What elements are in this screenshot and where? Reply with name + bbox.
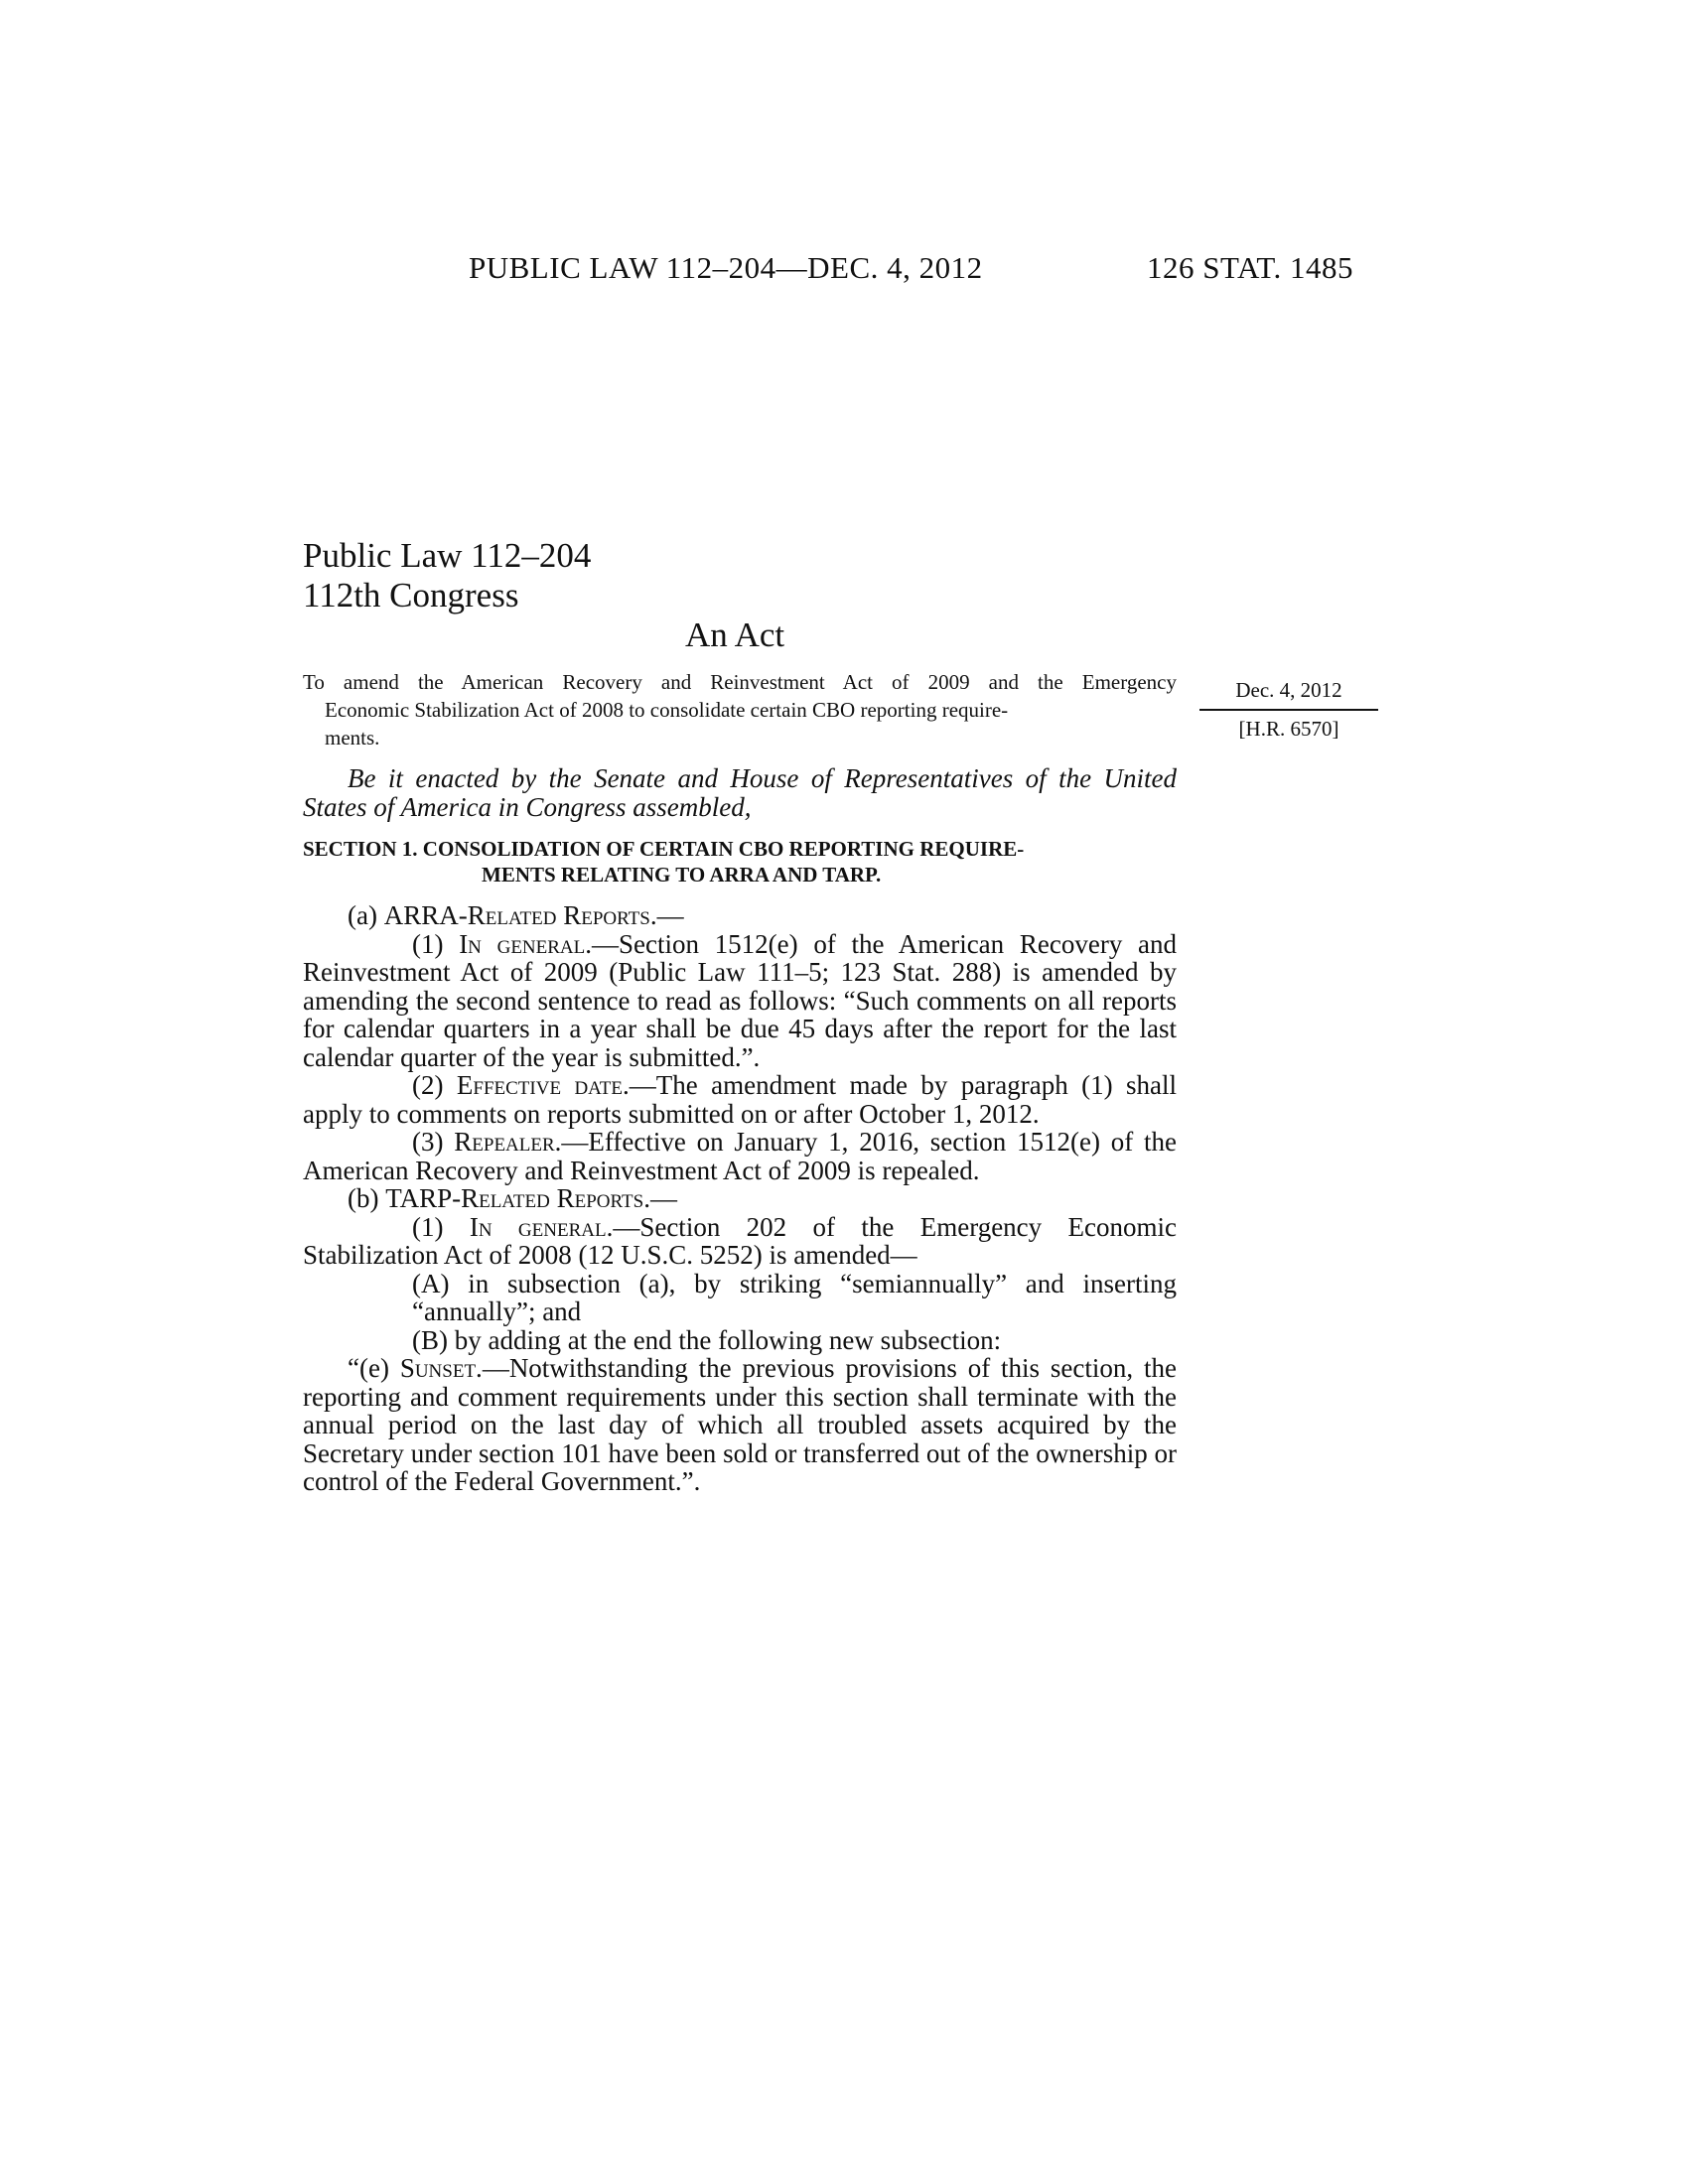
paragraph-a2-label: (2): [412, 1070, 457, 1100]
running-head-citation: PUBLIC LAW 112–204—DEC. 4, 2012: [469, 250, 983, 285]
paragraph-a2-text: —The amendment made by paragraph (1) shall apply to comments on reports submitted on or after October 1, 2012.: [303, 1070, 1178, 1129]
section-1-heading: [303, 836, 1177, 887]
subparagraph-b1A: [303, 1270, 1177, 1326]
paragraph-a3-text: —Effective on January 1, 2016, section 1512(e) of the American Recovery and Reinvestment Act of 2009 is repealed.: [303, 1127, 1177, 1185]
margin-note: [1204, 678, 1373, 742]
paragraph-b1: [303, 1213, 1177, 1270]
paragraph-a3: [303, 1128, 1177, 1184]
purpose-clause: [303, 668, 1177, 751]
subparagraph-b1A-text: (A) in subsection (a), by striking “semiannually” and inserting “annually”; and: [412, 1268, 1177, 1326]
subparagraph-b1B: [303, 1326, 1177, 1355]
paragraph-a1-heading: In general.: [459, 928, 592, 959]
new-subsection-e: [303, 1354, 1177, 1496]
subsection-a-heading: ARRA-Related Reports.—: [383, 900, 684, 930]
subsection-e-label: “(e): [348, 1353, 400, 1383]
subsection-b: [303, 1184, 1177, 1213]
enacting-clause: Be it enacted by the Senate and House of Representatives of the United States of America in Congress assembled,: [303, 763, 1177, 822]
subparagraph-b1B-text: (B) by adding at the end the following new subsection:: [412, 1324, 1002, 1355]
law-title-block: [303, 536, 591, 615]
bill-number: [H.R. 6570]: [1238, 717, 1339, 741]
paragraph-a3-label: (3): [412, 1127, 455, 1157]
subsection-e-heading: Sunset.: [399, 1353, 483, 1383]
running-head-stat-page: 126 STAT. 1485: [1147, 250, 1354, 285]
congress-number: 112th Congress: [303, 576, 519, 614]
section-heading-line-1: SECTION 1. CONSOLIDATION OF CERTAIN CBO REPORTING REQUIRE-: [303, 837, 1025, 861]
purpose-line-2: Economic Stabilization Act of 2008 to consolidate certain CBO reporting require-: [325, 698, 1009, 722]
subsection-a-label: (a): [348, 900, 384, 930]
paragraph-b1-heading: In general.: [469, 1211, 614, 1242]
paragraph-b1-label: (1): [412, 1211, 470, 1242]
act-heading: An Act: [685, 615, 785, 654]
paragraph-a2: [303, 1071, 1177, 1128]
paragraph-a2-heading: Effective date.: [456, 1070, 630, 1100]
section-heading-line-2: MENTS RELATING TO ARRA AND TARP.: [482, 863, 882, 887]
paragraph-a1-label: (1): [412, 928, 460, 959]
enactment-date: Dec. 4, 2012: [1235, 678, 1342, 702]
paragraph-a1-text: —Section 1512(e) of the American Recovery and Reinvestment Act of 2009 (Public Law 111–5; 123 Stat. 288) is amended by amending the second sentence to read as follows: “Such comments on all reports for calendar quarters in a year shall be due 45 days after the report for the last calendar quarter of the year is submitted.”.: [303, 928, 1177, 1072]
paragraph-b1-text: —Section 202 of the Emergency Economic Stabilization Act of 2008 (12 U.S.C. 5252) is amended—: [303, 1211, 1177, 1270]
purpose-line-1: To amend the American Recovery and Reinvestment Act of 2009 and the Emergency: [303, 670, 1177, 694]
subsection-b-heading: TARP-Related Reports.—: [385, 1183, 677, 1213]
purpose-line-3: ments.: [325, 726, 380, 750]
public-law-number: Public Law 112–204: [303, 536, 592, 575]
subsection-b-label: (b): [348, 1183, 386, 1213]
paragraph-a1: [303, 930, 1177, 1072]
subsection-a: [303, 901, 1177, 930]
act-body: [303, 764, 1177, 1496]
subsection-e-text: —Notwithstanding the previous provisions of this section, the reporting and comment requirements under this section shall terminate with the annual period on the last day of which all troubled assets acquired by the Secretary under section 101 have been sold or transferred out of the ownership or control of the Federal Government.”.: [303, 1353, 1177, 1496]
paragraph-a3-heading: Repealer.: [454, 1127, 562, 1157]
